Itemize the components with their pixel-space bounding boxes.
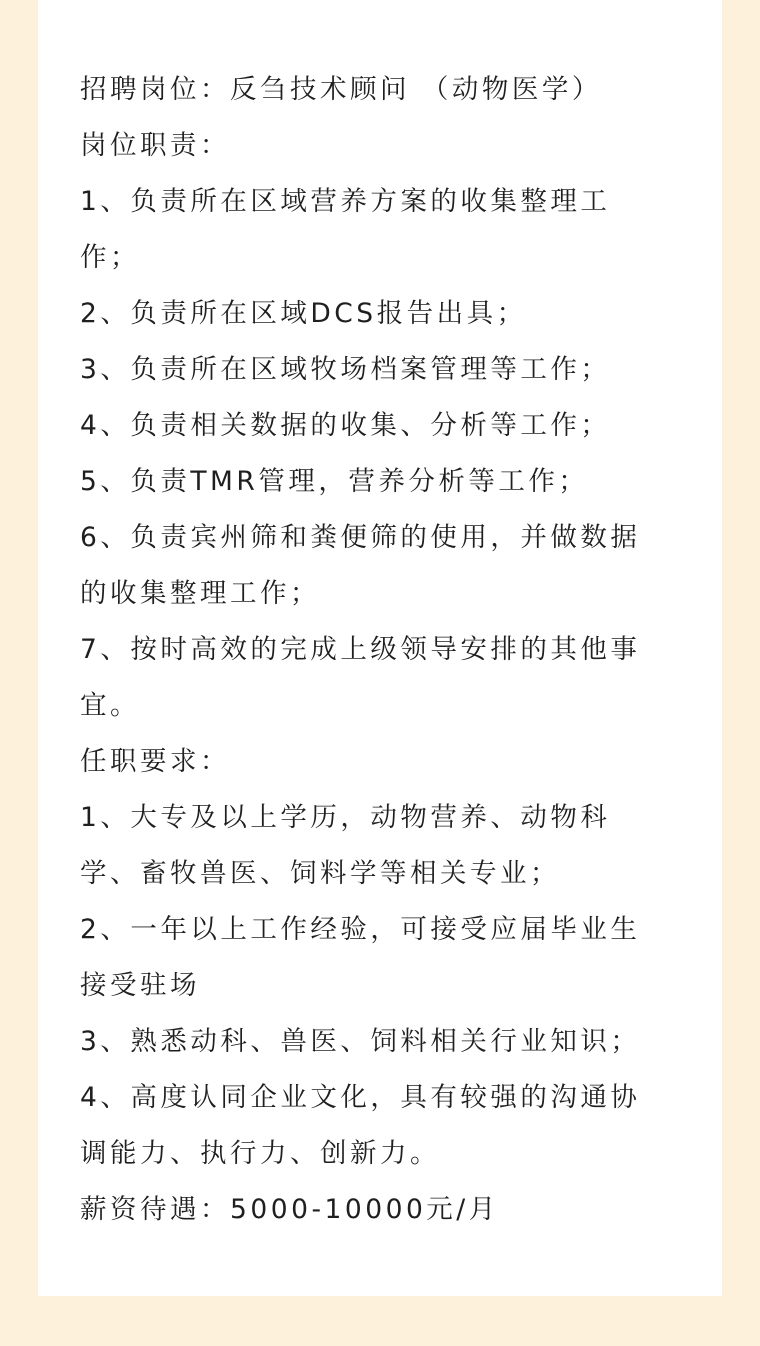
requirement-item-3-line1: 3、熟悉动科、兽医、饲料相关行业知识；: [80, 1026, 641, 1057]
duty-item-1-line2: 作；: [80, 242, 140, 273]
duty-item-5-line1: 5、负责TMR管理，营养分析等工作；: [80, 466, 589, 497]
requirement-item-4-line2: 调能力、执行力、创新力。: [80, 1138, 440, 1169]
duty-item-6-line1: 6、负责宾州筛和粪便筛的使用，并做数据: [80, 522, 641, 553]
requirement-item-2: [80, 902, 684, 1014]
duty-item-7-line1: 7、按时高效的完成上级领导安排的其他事: [80, 634, 641, 665]
duty-item-4: [80, 398, 684, 454]
duty-item-7-line2: 宜。: [80, 690, 140, 721]
requirement-item-2-line2: 接受驻场: [80, 970, 200, 1001]
requirement-item-1: [80, 790, 684, 902]
job-posting-content: [80, 62, 684, 1238]
requirements-heading: 任职要求：: [80, 746, 230, 777]
requirement-item-1-line1: 1、大专及以上学历，动物营养、动物科: [80, 802, 611, 833]
position-line: 招聘岗位：反刍技术顾问 （动物医学）: [80, 74, 602, 105]
duty-item-6: [80, 510, 684, 622]
duty-item-1: [80, 174, 684, 286]
duty-item-4-line1: 4、负责相关数据的收集、分析等工作；: [80, 410, 611, 441]
duty-item-2-line1: 2、负责所在区域DCS报告出具；: [80, 298, 527, 329]
requirement-item-4: [80, 1070, 684, 1182]
duty-item-6-line2: 的收集整理工作；: [80, 578, 320, 609]
requirement-item-3: [80, 1014, 684, 1070]
salary-line: 薪资待遇：5000-10000元/月: [80, 1194, 499, 1225]
job-posting-card: [38, 0, 722, 1296]
duty-item-5: [80, 454, 684, 510]
requirement-item-2-line1: 2、一年以上工作经验，可接受应届毕业生: [80, 914, 641, 945]
duty-item-7: [80, 622, 684, 734]
duty-item-3-line1: 3、负责所在区域牧场档案管理等工作；: [80, 354, 611, 385]
duties-heading: 岗位职责：: [80, 130, 230, 161]
requirement-item-4-line1: 4、高度认同企业文化，具有较强的沟通协: [80, 1082, 641, 1113]
duty-item-3: [80, 342, 684, 398]
requirement-item-1-line2: 学、畜牧兽医、饲料学等相关专业；: [80, 858, 560, 889]
duty-item-2: [80, 286, 684, 342]
duty-item-1-line1: 1、负责所在区域营养方案的收集整理工: [80, 186, 611, 217]
